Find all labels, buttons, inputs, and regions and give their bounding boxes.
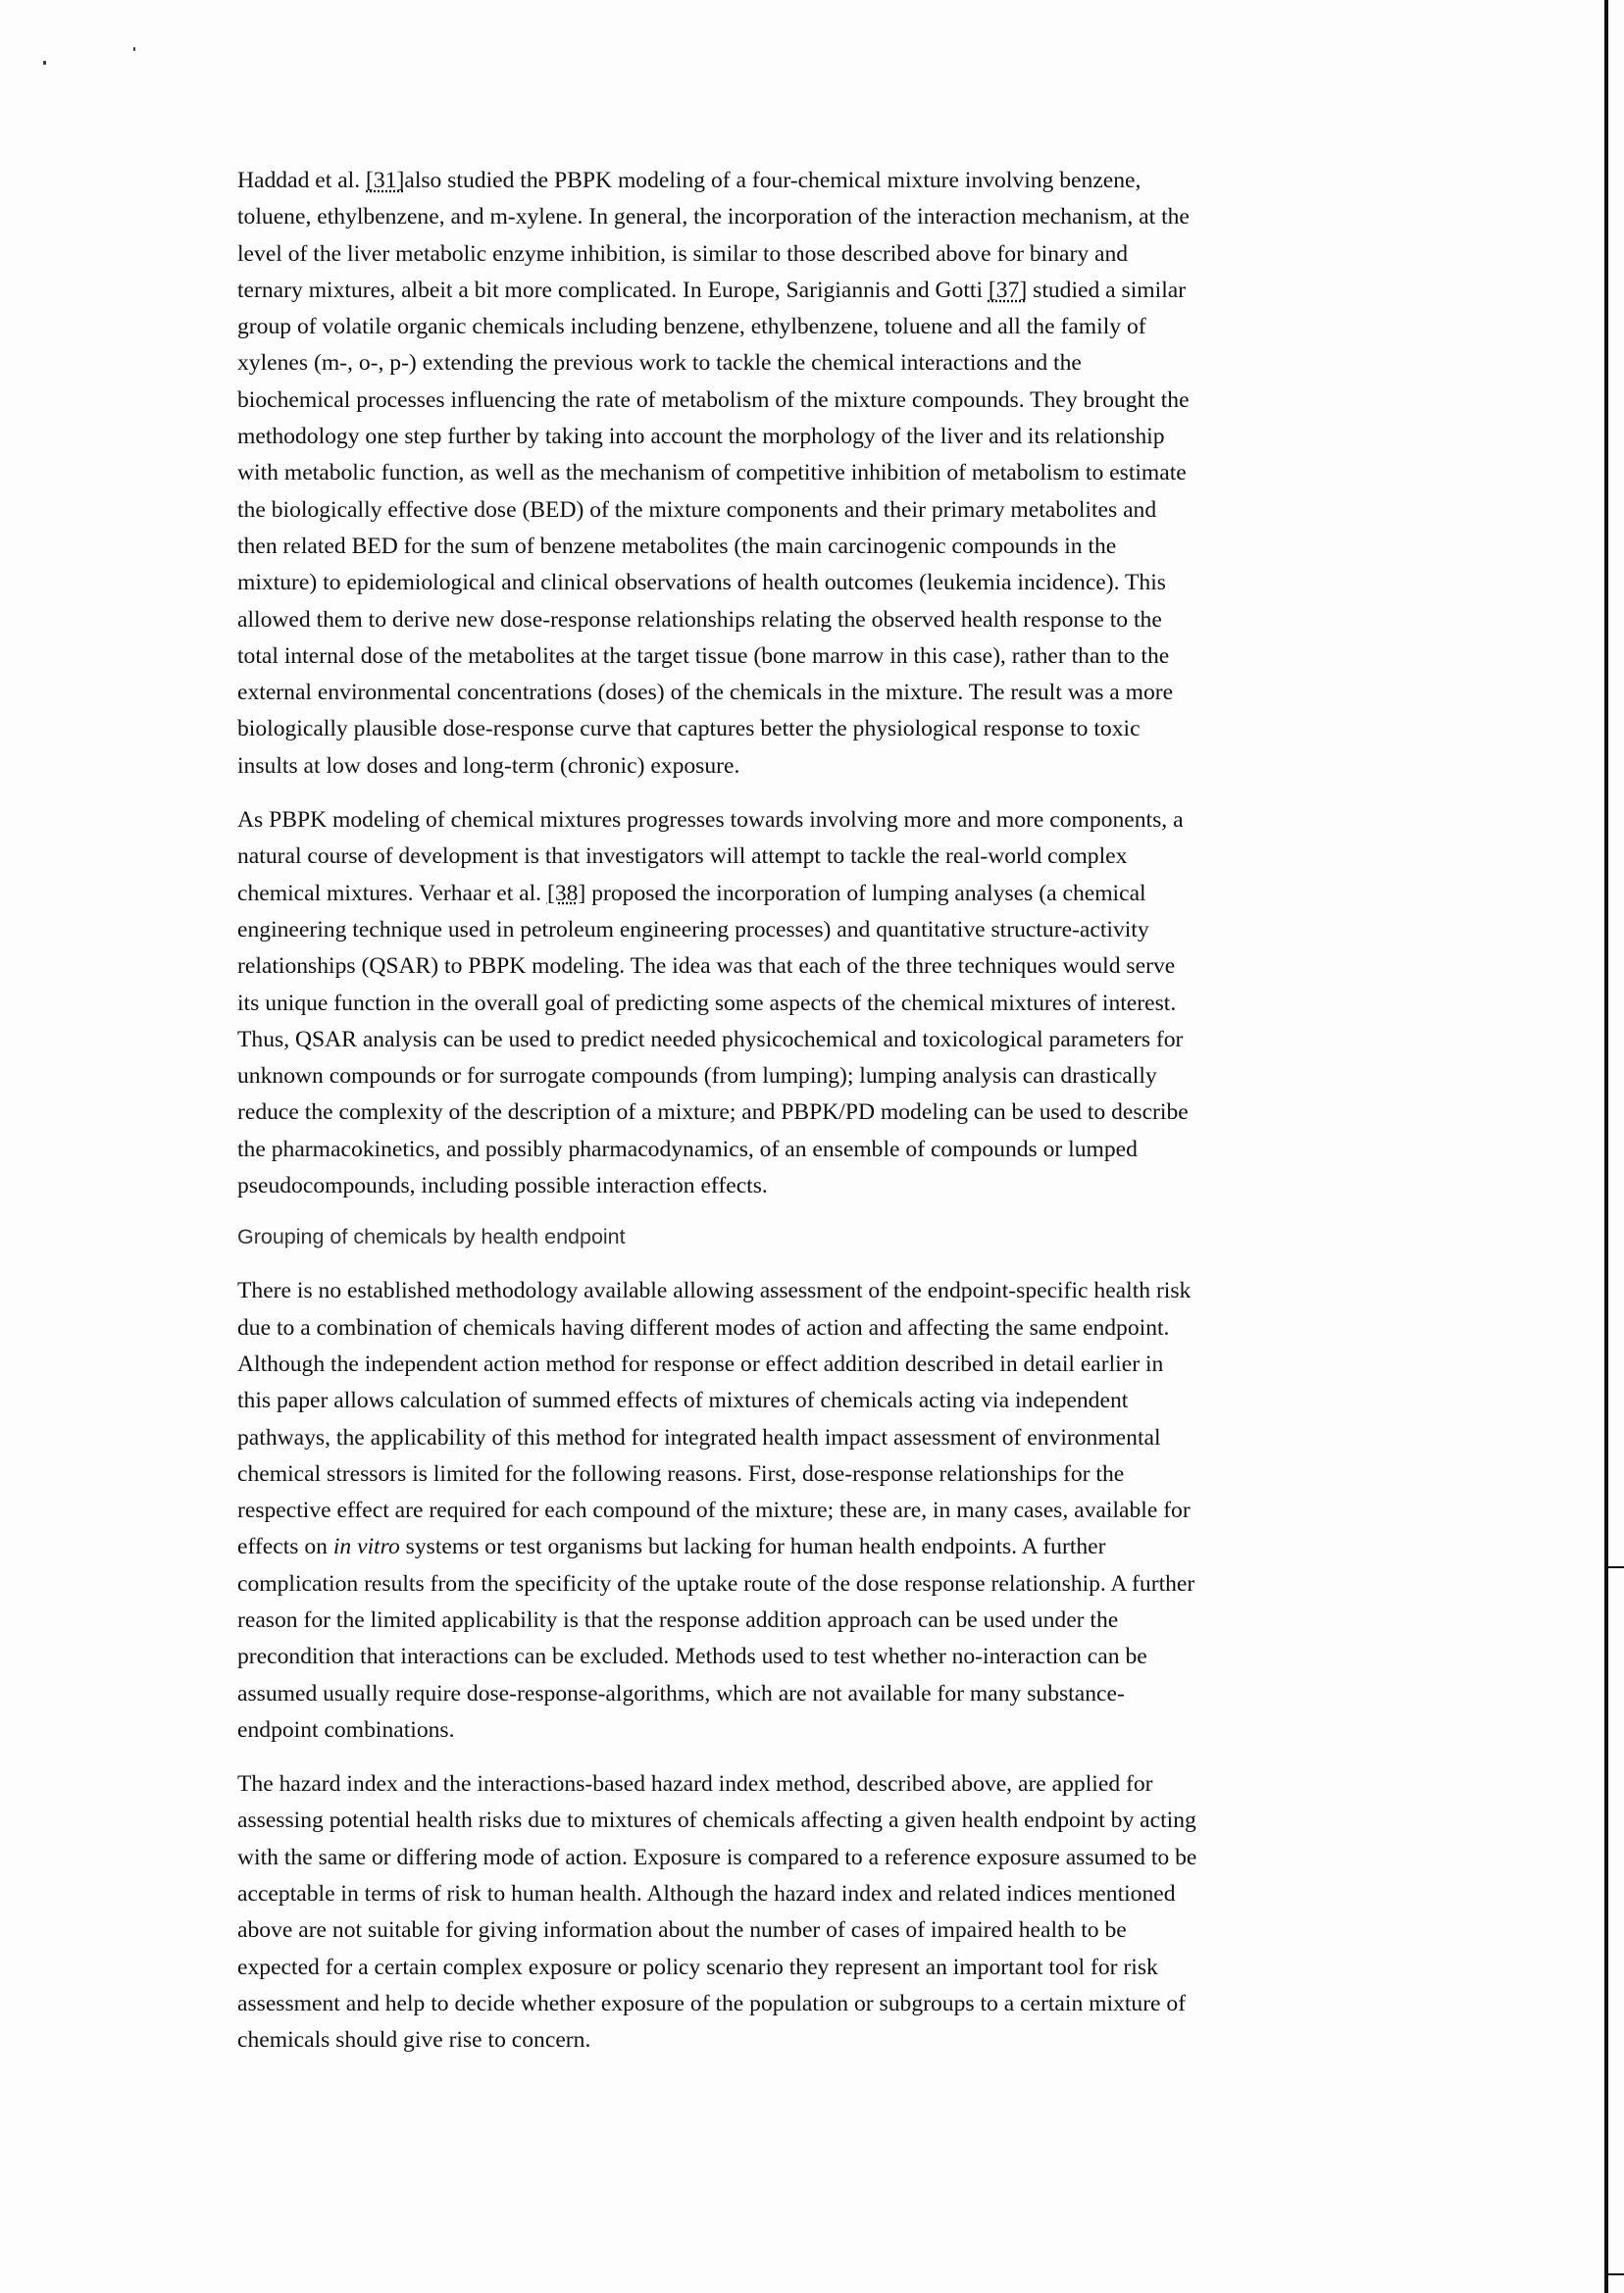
text-line: then related BED for the sum of benzene metabolites (the main carcinogenic compounds in the bbox=[237, 533, 1117, 559]
text-line: methodology one step further by taking into account the morphology of the liver and its relationship bbox=[237, 424, 1165, 450]
text-line: Although the independent action method for response or effect addition described in detail earlier in bbox=[237, 1350, 1164, 1377]
page-edge-tick bbox=[1608, 2273, 1624, 2275]
text-line: endpoint combinations. bbox=[237, 1716, 455, 1743]
text-line: insults at low doses and long-term (chronic) exposure. bbox=[237, 752, 740, 779]
text-line: reduce the complexity of the description of a mixture; and PBPK/PD modeling can be used to describe bbox=[237, 1099, 1189, 1126]
citation-link[interactable]: [37] bbox=[988, 277, 1028, 303]
text-line: Haddad et al. [31]also studied the PBPK modeling of a four-chemical mixture involving benzene, bbox=[237, 168, 1142, 193]
citation-link[interactable]: [31] bbox=[366, 168, 405, 193]
text-line: relationships (QSAR) to PBPK modeling. The idea was that each of the three techniques would serve bbox=[237, 953, 1176, 980]
text-line: acceptable in terms of risk to human health. Although the hazard index and related indices mentioned bbox=[237, 1881, 1176, 1908]
text-line: Thus, QSAR analysis can be used to predict needed physicochemical and toxicological parameters for bbox=[237, 1026, 1184, 1052]
citation-link[interactable]: [38] bbox=[546, 880, 586, 906]
scan-speck bbox=[43, 61, 46, 65]
text-line: assessment and help to decide whether exposure of the population or subgroups to a certain mixture of bbox=[237, 1990, 1187, 2016]
text-line: engineering technique used in petroleum engineering processes) and quantitative structure-activity bbox=[237, 916, 1149, 943]
paragraph-hazard-index bbox=[237, 1766, 1345, 2059]
text-line: chemical mixtures. Verhaar et al. [38] proposed the incorporation of lumping analyses (a chemical bbox=[237, 880, 1146, 906]
text-line: group of volatile organic chemicals including benzene, ethylbenzene, toluene and all the family of bbox=[237, 314, 1146, 340]
text-line: ternary mixtures, albeit a bit more complicated. In Europe, Sarigiannis and Gotti [37] studied a similar bbox=[237, 277, 1187, 303]
text-line: The hazard index and the interactions-based hazard index method, described above, are applied for bbox=[237, 1771, 1153, 1798]
text-line: allowed them to derive new dose-response relationships relating the observed health response to the bbox=[237, 606, 1162, 633]
text-line: expected for a certain complex exposure or policy scenario they represent an important tool for risk bbox=[237, 1954, 1158, 1980]
text-line: unknown compounds or for surrogate compounds (from lumping); lumping analysis can drastically bbox=[237, 1063, 1157, 1090]
text-line: its unique function in the overall goal of predicting some aspects of the chemical mixtures of interest. bbox=[237, 990, 1177, 1016]
text-line: assumed usually require dose-response-algorithms, which are not available for many substance- bbox=[237, 1680, 1125, 1707]
text-line: complication results from the specificity of the uptake route of the dose response relationship. A further bbox=[237, 1570, 1195, 1597]
text-line: biologically plausible dose-response curve that captures better the physiological response to toxic bbox=[237, 716, 1141, 742]
italic-term: in vitro bbox=[332, 1534, 400, 1560]
text-line: reason for the limited applicability is that the response addition approach can be used under the bbox=[237, 1606, 1119, 1633]
text-line: this paper allows calculation of summed effects of mixtures of chemicals acting via independent bbox=[237, 1388, 1129, 1414]
text-line: mixture) to epidemiological and clinical observations of health outcomes (leukemia incidence). This bbox=[237, 570, 1166, 596]
text-line: natural course of development is that investigators will attempt to tackle the real-world complex bbox=[237, 843, 1128, 870]
text-line: pseudocompounds, including possible interaction effects. bbox=[237, 1173, 768, 1199]
text-line: with the same or differing mode of action. Exposure is compared to a reference exposure assumed to be bbox=[237, 1844, 1197, 1870]
text-line: chemicals should give rise to concern. bbox=[237, 2027, 591, 2054]
text-line: the pharmacokinetics, and possibly pharmacodynamics, of an ensemble of compounds or lumped bbox=[237, 1136, 1138, 1162]
text-line: biochemical processes influencing the rate of metabolism of the mixture compounds. They brought the bbox=[237, 386, 1190, 413]
page-edge-tick bbox=[1608, 1566, 1624, 1568]
text-line: As PBPK modeling of chemical mixtures progresses towards involving more and more components, a bbox=[237, 807, 1184, 834]
text-line: precondition that interactions can be excluded. Methods used to test whether no-interaction can be bbox=[237, 1644, 1147, 1670]
text-line: pathways, the applicability of this method for integrated health impact assessment of environmental bbox=[237, 1424, 1161, 1451]
text-line: xylenes (m-, o-, p-) extending the previous work to tackle the chemical interactions and the bbox=[237, 350, 1082, 377]
document-body bbox=[237, 163, 1345, 2077]
text-line: total internal dose of the metabolites at the target tissue (bone marrow in this case), rather than to the bbox=[237, 642, 1170, 669]
paragraph-pbpk-four-chemical bbox=[237, 163, 1345, 785]
text-line: There is no established methodology available allowing assessment of the endpoint-specific health risk bbox=[237, 1278, 1192, 1304]
text-line: respective effect are required for each compound of the mixture; these are, in many cases, available for bbox=[237, 1498, 1191, 1524]
paragraph-no-established-methodology bbox=[237, 1273, 1345, 1749]
text-line: level of the liver metabolic enzyme inhibition, is similar to those described above for binary and bbox=[237, 240, 1129, 267]
text-line: due to a combination of chemicals having different modes of action and affecting the same endpoint. bbox=[237, 1314, 1170, 1341]
text-line: assessing potential health risks due to mixtures of chemicals affecting a given health endpoint by acting bbox=[237, 1808, 1196, 1834]
text-line: chemical stressors is limited for the following reasons. First, dose-response relationships for the bbox=[237, 1460, 1125, 1487]
text-line: above are not suitable for giving information about the number of cases of impaired health to be bbox=[237, 1917, 1127, 1944]
text-line: the biologically effective dose (BED) of the mixture components and their primary metabolites and bbox=[237, 496, 1157, 523]
page-edge-border bbox=[1604, 0, 1608, 2293]
text-line: external environmental concentrations (doses) of the chemicals in the mixture. The result was a more bbox=[237, 680, 1174, 706]
section-heading: Grouping of chemicals by health endpoint bbox=[237, 1225, 626, 1249]
paragraph-complex-mixtures bbox=[237, 802, 1345, 1204]
text-line: toluene, ethylbenzene, and m-xylene. In general, the incorporation of the interaction mechanism, at the bbox=[237, 204, 1190, 230]
scan-speck bbox=[133, 47, 135, 51]
text-line: with metabolic function, as well as the mechanism of competitive inhibition of metabolism to estimate bbox=[237, 460, 1187, 486]
text-line: effects on in vitro systems or test organisms but lacking for human health endpoints. A further bbox=[237, 1534, 1106, 1560]
